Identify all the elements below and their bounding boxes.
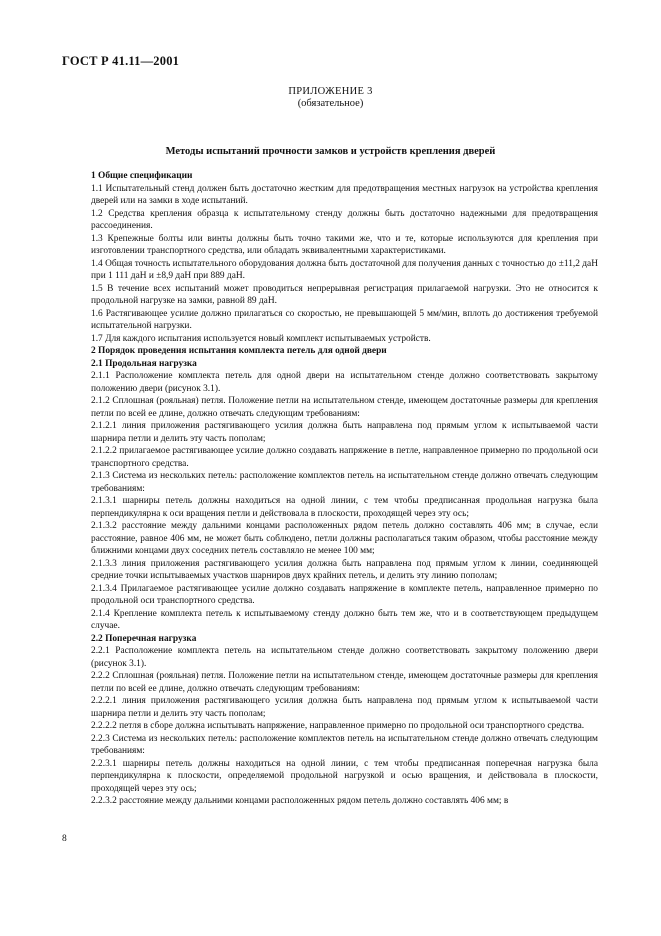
body-paragraph: 2.1.3.3 линия приложения растягивающего усилия должна быть направлена под прямым углом к линии, соединяющей средние точки испытываемых участков шарниров двух крайних петель, и делить эту линию пополам; bbox=[91, 558, 598, 581]
body-paragraph: 2.2.3.1 шарниры петель должны находиться на одной линии, с тем чтобы предписанная поперечная нагрузка была перпендикулярна к плоскости, определяемой продольной нагрузкой и осью вращения, и действовала в плоскости, проходящей через эту ось; bbox=[91, 758, 598, 794]
section-heading: 1 Общие спецификации bbox=[91, 171, 193, 181]
body-paragraph: 2.1.2.1 линия приложения растягивающего усилия должна быть направлена под прямым углом к испытываемой части шарнира петли и делить эту часть пополам; bbox=[91, 421, 598, 444]
body-paragraph: 2.2.2 Сплошная (рояльная) петля. Положение петли на испытательном стенде, имеющем достаточные размеры для крепления петли по всей ее длине, должно отвечать следующим требованиям: bbox=[91, 671, 598, 694]
page-number: 8 bbox=[62, 834, 67, 844]
body-paragraph: 2.1.1 Расположение комплекта петель для одной двери на испытательном стенде должно соответствовать закрытому положению двери (рисунок 3.1). bbox=[91, 371, 598, 394]
body-paragraph: 2.2.3 Система из нескольких петель: расположение комплектов петель на испытательном стенде должно отвечать следующим требованиям: bbox=[91, 733, 598, 756]
body-paragraph: 1.2 Средства крепления образца к испытательному стенду должны быть достаточно надежными для предотвращения рассоединения. bbox=[91, 208, 598, 231]
body-paragraph: 1.7 Для каждого испытания используется новый комплект испытываемых устройств. bbox=[91, 333, 431, 344]
document-body bbox=[91, 170, 598, 808]
body-paragraph: 2.1.2.2 прилагаемое растягивающее усилие должно создавать напряжение в петле, направленное примерно по продольной оси транспортного средства. bbox=[91, 446, 598, 469]
body-paragraph: 2.2.2.2 петля в сборе должна испытывать напряжение, направленное примерно по продольной оси транспортного средства. bbox=[91, 721, 585, 731]
annex-subtitle: (обязательное) bbox=[297, 98, 364, 109]
body-paragraph: 2.1.3.2 расстояние между дальними концами расположенных рядом петель должно составлять 406 мм; в случае, если расстояние, равное 406 мм, не может быть соблюдено, петли должны располагаться таким образом, чтобы расстояние между ближними концами двух соседних петель составляло не менее 100 мм; bbox=[91, 521, 598, 556]
body-paragraph: 2.1.4 Крепление комплекта петель к испытываемому стенду должно быть тем же, что и в соответствующем предыдущем случае. bbox=[91, 608, 598, 631]
body-paragraph: 2.1.3 Система из нескольких петель: расположение комплектов петель на испытательном стенде должно отвечать следующим требованиям: bbox=[91, 471, 598, 494]
annex-title: ПРИЛОЖЕНИЕ 3 bbox=[288, 86, 373, 97]
section-heading: 2 Порядок проведения испытания комплекта петель для одной двери bbox=[91, 346, 387, 356]
document-code-header: ГОСТ Р 41.11—2001 bbox=[62, 54, 180, 68]
body-paragraph: 2.1.3.1 шарниры петель должны находиться на одной линии, с тем чтобы предписанная продольная нагрузка была перпендикулярна к оси вращения петли и действовала в плоскости, проходящей через эту ось; bbox=[91, 496, 598, 519]
annex-heading bbox=[0, 86, 661, 110]
body-paragraph: 1.4 Общая точность испытательного оборудования должна быть достаточной для получения данных с точностью до ±11,2 даН при 1 111 даН и ±8,9 даН при 889 даН. bbox=[91, 258, 598, 281]
section-title: Методы испытаний прочности замков и устройств крепления дверей bbox=[165, 146, 496, 157]
body-paragraph: 2.1.2 Сплошная (рояльная) петля. Положение петли на испытательном стенде, имеющем достаточные размеры для крепления петли по всей ее длине, должно отвечать следующим требованиям: bbox=[91, 396, 598, 419]
body-paragraph: 2.1.3.4 Прилагаемое растягивающее усилие должно создавать напряжение в комплекте петель, направленное примерно по продольной оси транспортного средства. bbox=[91, 583, 598, 606]
body-paragraph: 1.6 Растягивающее усилие должно прилагаться со скоростью, не превышающей 5 мм/мин, вплоть до достижения требуемой испытательной нагрузки. bbox=[91, 308, 598, 331]
section-heading: 2.2 Поперечная нагрузка bbox=[91, 633, 197, 644]
body-paragraph: 1.5 В течение всех испытаний может проводиться непрерывная регистрация прилагаемой нагрузки. Это не относится к продольной нагрузке на замки, равной 89 даН. bbox=[91, 283, 598, 306]
body-paragraph: 1.3 Крепежные болты или винты должны быть точно такими же, что и те, которые используются для крепления при изготовлении транспортного средства, или обладать эквивалентными характеристиками. bbox=[91, 233, 598, 256]
body-paragraph: 2.2.2.1 линия приложения растягивающего усилия должна быть направлена под прямым углом к испытываемой части шарнира петли и делить эту часть пополам; bbox=[91, 696, 598, 719]
section-heading: 2.1 Продольная нагрузка bbox=[91, 358, 197, 369]
body-paragraph: 1.1 Испытательный стенд должен быть достаточно жестким для предотвращения местных нагрузок на устройства крепления дверей или на замки в ходе испытаний. bbox=[91, 183, 598, 206]
body-paragraph: 2.2.3.2 расстояние между дальними концами расположенных рядом петель должно составлять 406 мм; в bbox=[91, 796, 509, 806]
body-paragraph: 2.2.1 Расположение комплекта петель на испытательном стенде должно соответствовать закрытому положению двери (рисунок 3.1). bbox=[91, 646, 598, 669]
